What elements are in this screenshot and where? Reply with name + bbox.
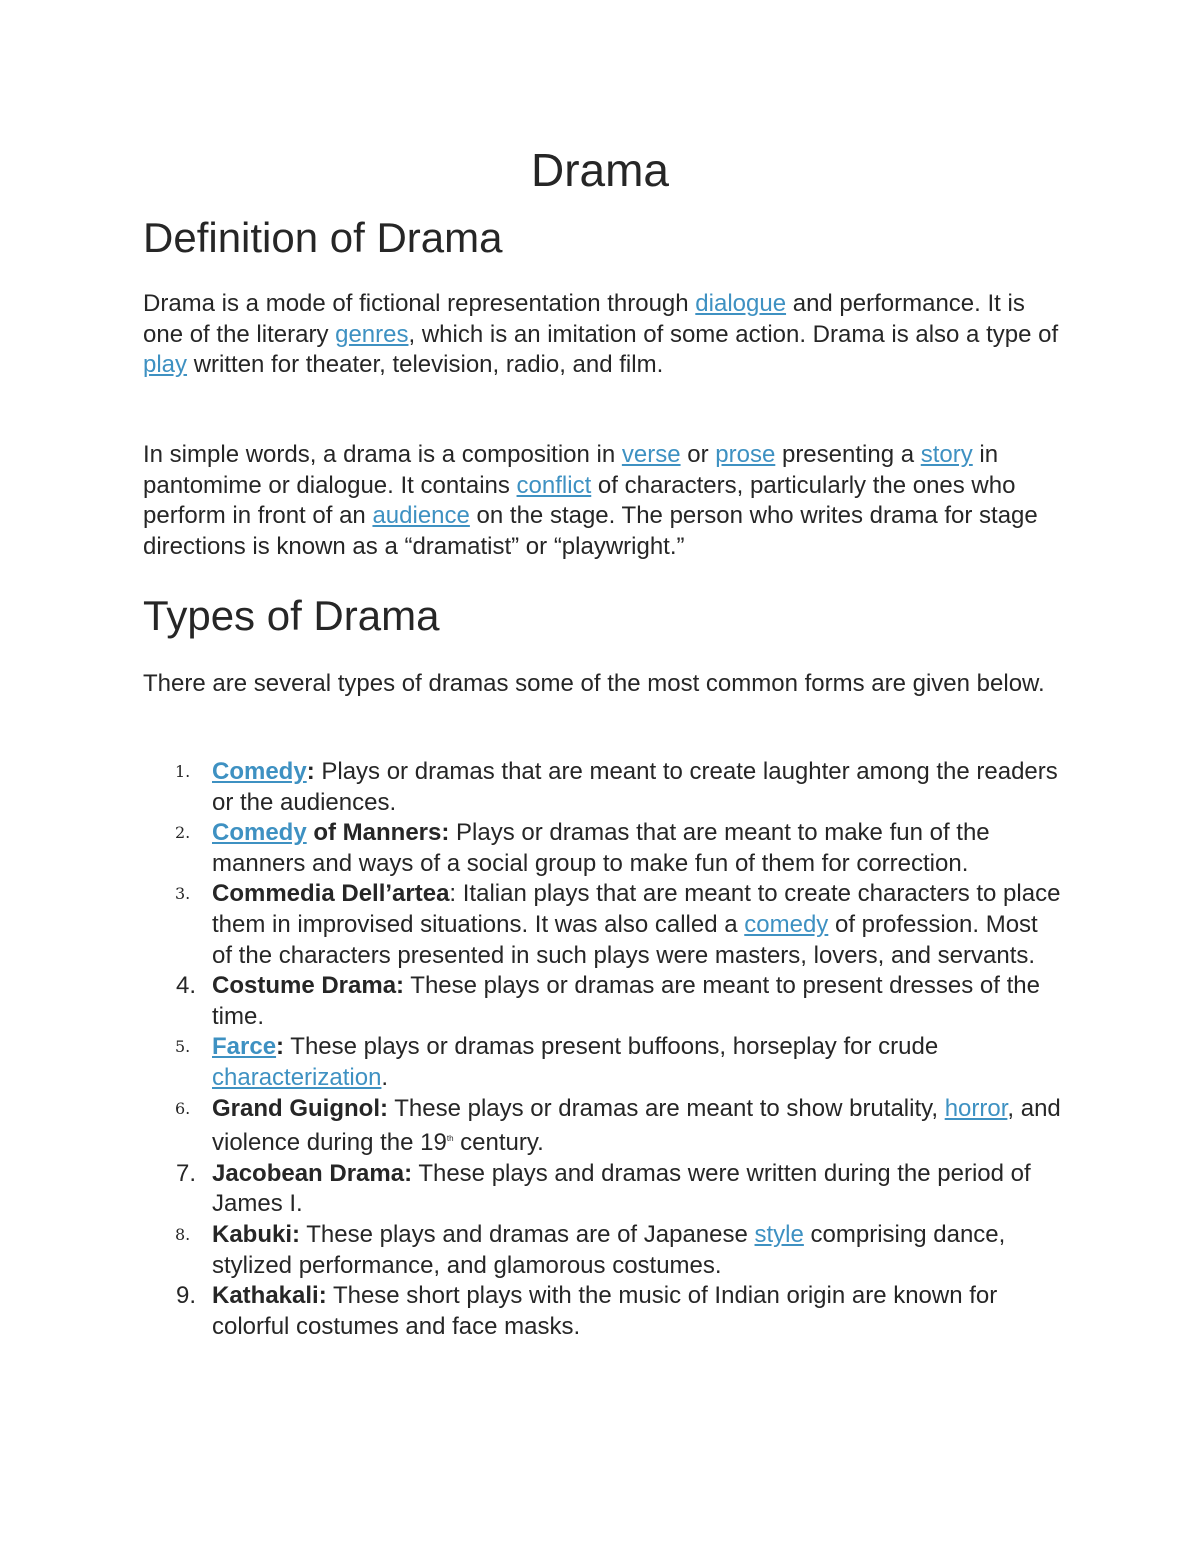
types-heading: Types of Drama xyxy=(143,592,440,639)
item-text: , and violence during the 19 xyxy=(212,1094,1061,1157)
item-term: of Manners: xyxy=(306,819,450,847)
text-run: In simple words, a drama is a composition in xyxy=(143,441,622,468)
item-text: . xyxy=(381,1063,389,1091)
item-text: These short plays with the music of Indian origin are known for colorful costumes and face masks. xyxy=(212,1282,998,1340)
item-text: of profession. Most of the characters presented in such plays were masters, lovers, and servants. xyxy=(212,910,1038,969)
list-item xyxy=(143,757,1063,818)
list-item xyxy=(143,971,1063,1032)
text-run: Drama is a mode of fictional representation through xyxy=(143,290,696,317)
item-term: Jacobean Drama: xyxy=(212,1159,413,1187)
types-intro: There are several types of dramas some of the most common forms are given below. xyxy=(143,670,1045,697)
link-horror[interactable]: horror xyxy=(944,1094,1008,1122)
superscript-th: th xyxy=(446,1134,454,1144)
list-number: 5. xyxy=(175,1037,191,1057)
link-comedy[interactable]: Comedy xyxy=(212,758,307,785)
definition-heading: Definition of Drama xyxy=(143,214,503,261)
list-number: 3. xyxy=(175,884,191,904)
item-colon: : xyxy=(306,758,315,785)
list-number: 2. xyxy=(175,823,191,843)
text-run: presenting a xyxy=(775,441,921,468)
text-run: of characters, particularly the ones who perform in front of an xyxy=(143,471,1016,530)
item-colon: : xyxy=(276,1033,285,1061)
text-run: written for theater, television, radio, and film. xyxy=(187,351,664,379)
link-prose[interactable]: prose xyxy=(715,441,776,468)
link-verse[interactable]: verse xyxy=(621,441,681,468)
list-item xyxy=(143,1032,1063,1093)
link-farce[interactable]: Farce xyxy=(212,1033,277,1061)
item-text: These plays or dramas present buffoons, horseplay for crude xyxy=(284,1033,939,1061)
text-run: in pantomime or dialogue. It contains xyxy=(143,441,999,499)
list-item xyxy=(143,879,1063,971)
list-number: 6. xyxy=(175,1098,191,1118)
link-story[interactable]: story xyxy=(920,441,973,468)
definition-paragraph-2 xyxy=(143,440,1063,562)
item-text: Plays or dramas that are meant to make fun of the manners and ways of a social group to make fun of them for correction. xyxy=(212,819,990,877)
definition-paragraph-1 xyxy=(143,289,1063,381)
list-number: 1. xyxy=(175,762,191,781)
list-number: 7. xyxy=(176,1159,197,1187)
link-conflict[interactable]: conflict xyxy=(516,471,592,499)
text-run: on the stage. The person who writes drama for stage directions is known as a “dramatist” or “playwright.” xyxy=(143,502,1038,560)
types-list xyxy=(143,757,1063,1342)
text-run: and performance. It is one of the literary xyxy=(143,290,1025,348)
text-run: , which is an imitation of some action. Drama is also a type of xyxy=(408,320,1059,348)
link-style[interactable]: style xyxy=(754,1220,804,1248)
item-term: Kathakali: xyxy=(212,1282,327,1310)
text-run: or xyxy=(680,441,716,468)
item-text: These plays and dramas were written during the period of James I. xyxy=(212,1159,1031,1218)
link-audience[interactable]: audience xyxy=(372,502,470,530)
list-item xyxy=(143,1094,1063,1159)
list-item xyxy=(143,818,1063,879)
item-text: Plays or dramas that are meant to create laughter among the readers or the audiences. xyxy=(212,758,1058,816)
item-text: These plays or dramas are meant to present dresses of the time. xyxy=(212,972,1040,1030)
list-item xyxy=(143,1159,1063,1220)
link-characterization[interactable]: characterization xyxy=(212,1063,382,1091)
link-comedy[interactable]: Comedy xyxy=(212,819,307,847)
list-item xyxy=(143,1281,1063,1342)
list-number: 4. xyxy=(176,972,197,1000)
document-title: Drama xyxy=(530,144,670,196)
link-dialogue[interactable]: dialogue xyxy=(695,290,787,317)
list-number: 8. xyxy=(175,1224,191,1244)
item-term: Commedia Dell’artea xyxy=(212,880,450,908)
link-play[interactable]: play xyxy=(143,351,188,379)
link-genres[interactable]: genres xyxy=(335,320,409,348)
item-term: Grand Guignol: xyxy=(212,1094,388,1122)
item-term: Costume Drama: xyxy=(212,972,405,1000)
item-text: These plays and dramas are of Japanese xyxy=(300,1220,755,1248)
item-term: Kabuki: xyxy=(212,1220,301,1248)
item-text: century. xyxy=(453,1129,544,1157)
item-text: comprising dance, stylized performance, and glamorous costumes. xyxy=(212,1220,1006,1279)
item-text: These plays or dramas are meant to show brutality, xyxy=(387,1094,945,1122)
item-text: : Italian plays that are meant to create characters to place them in improvised situations. It was also called a xyxy=(212,880,1061,938)
link-comedy[interactable]: comedy xyxy=(744,910,829,938)
list-number: 9. xyxy=(176,1282,197,1310)
list-item xyxy=(143,1220,1063,1281)
